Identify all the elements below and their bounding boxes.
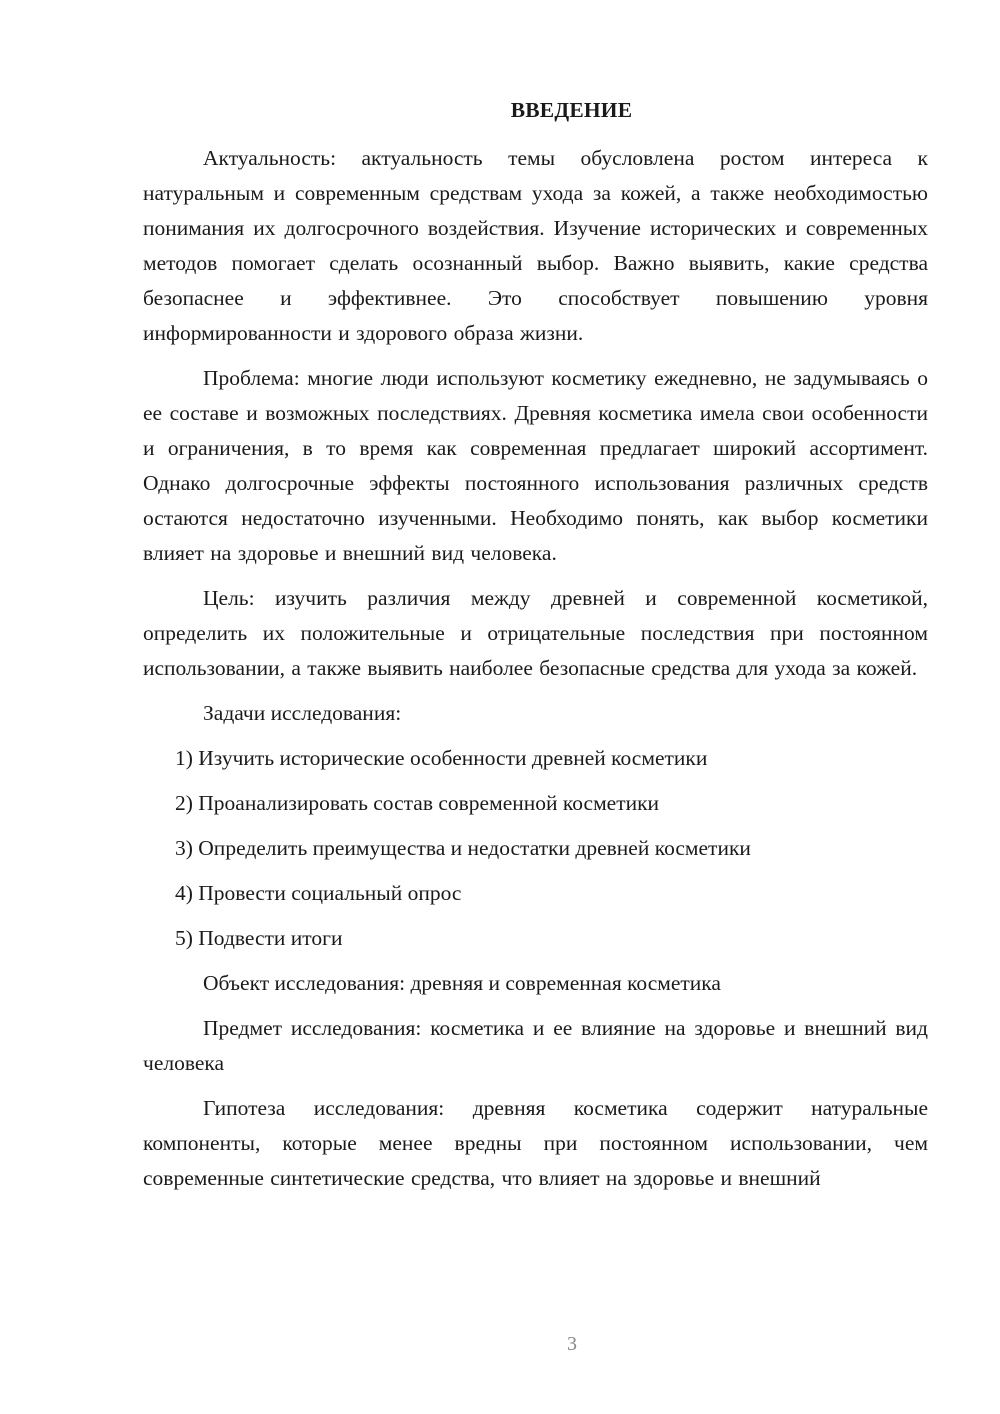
task-item: 2) Проанализировать состав современной косметики [175, 791, 660, 815]
paragraph-hypothesis: Гипотеза исследования: древняя косметика содержит натуральные компоненты, которые менее вредны при постоянном использовании, чем современные синтетические средства, что влияет на здоровье и внешний [143, 1096, 928, 1190]
paragraph-object: Объект исследования: древняя и современная косметика [203, 971, 721, 995]
task-item: 1) Изучить исторические особенности древней косметики [175, 746, 708, 770]
paragraph-goal: Цель: изучить различия между древней и современной косметикой, определить их положительные и отрицательные последствия при постоянном использовании, а также выявить наиболее безопасные средства для ухода за кожей. [143, 586, 928, 680]
task-item: 3) Определить преимущества и недостатки древней косметики [175, 836, 751, 860]
paragraph-problem: Проблема: многие люди используют косметику ежедневно, не задумываясь о ее составе и возможных последствиях. Древняя косметика имела свои особенности и ограничения, в то время как современная предлагает широкий ассортимент. Однако долгосрочные эффекты постоянного использования различных средств остаются недостаточно изученными. Необходимо понять, как выбор косметики влияет на здоровье и внешний вид человека. [143, 366, 928, 565]
page-number: 3 [567, 1333, 577, 1355]
section-title: ВВЕДЕНИЕ [510, 98, 633, 122]
tasks-list [143, 741, 928, 956]
document-page [143, 95, 928, 1206]
task-item: 5) Подвести итоги [175, 926, 343, 950]
tasks-heading: Задачи исследования: [203, 701, 402, 725]
paragraph-relevance: Актуальность: актуальность темы обусловлена ростом интереса к натуральным и современным средствам ухода за кожей, а также необходимостью понимания их долгосрочного воздействия. Изучение исторических и современных методов помогает сделать осознанный выбор. Важно выявить, какие средства безопаснее и эффективнее. Это способствует повышению уровня информированности и здорового образа жизни. [143, 146, 928, 345]
task-item: 4) Провести социальный опрос [175, 881, 462, 905]
paragraph-subject: Предмет исследования: косметика и ее влияние на здоровье и внешний вид человека [143, 1016, 928, 1075]
